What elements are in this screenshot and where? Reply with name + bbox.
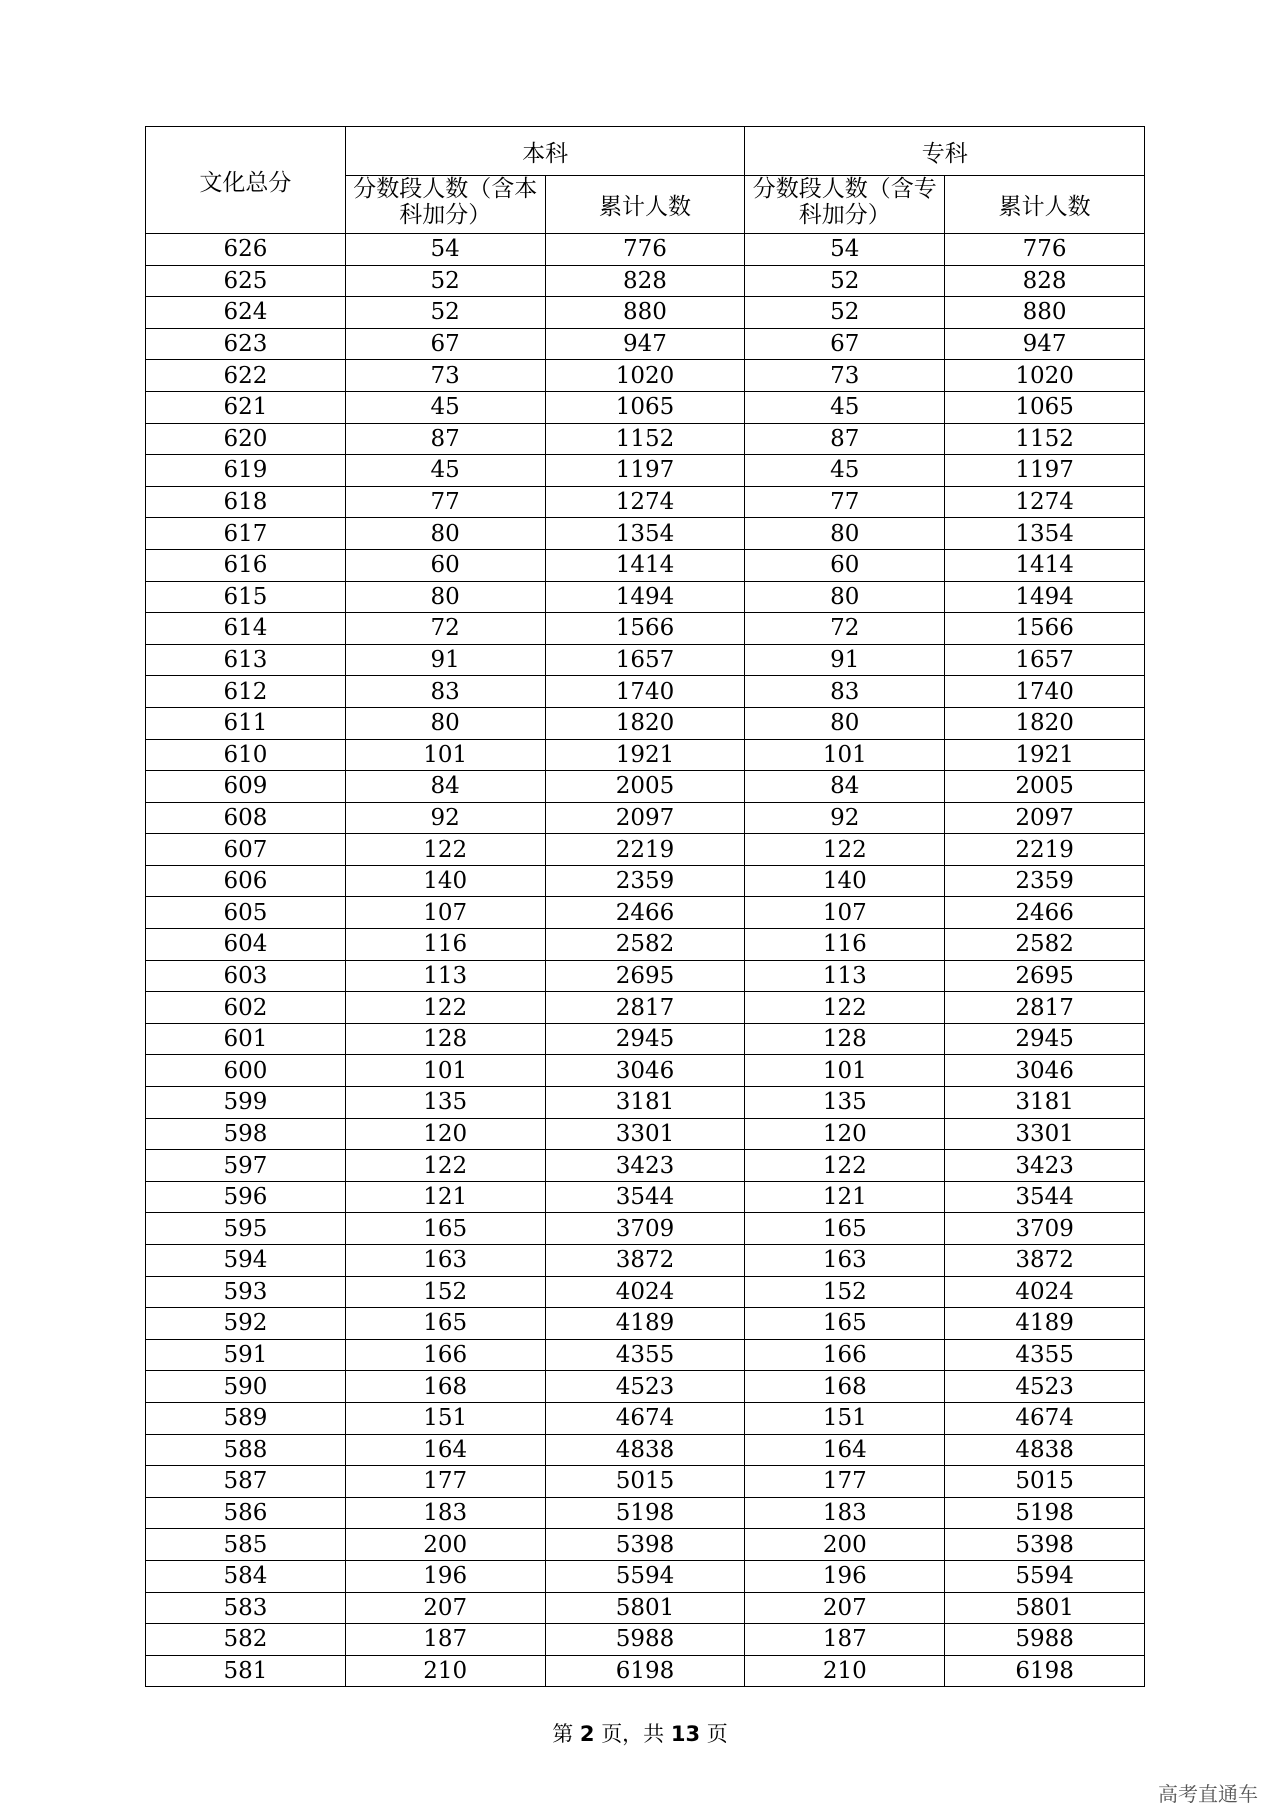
cell-zhuanke-cumulative: 2005 (945, 771, 1145, 803)
cell-benke-cumulative: 828 (545, 265, 745, 297)
cell-zhuanke-cumulative: 1820 (945, 707, 1145, 739)
cell-zhuanke-segment: 77 (745, 486, 945, 518)
table-row (146, 834, 1145, 866)
cell-score: 588 (146, 1434, 346, 1466)
score-table (145, 126, 1145, 1687)
cell-zhuanke-cumulative: 2359 (945, 865, 1145, 897)
cell-score: 620 (146, 423, 346, 455)
benke-cumulative-header: 累计人数 (545, 176, 745, 234)
cell-zhuanke-cumulative: 2695 (945, 960, 1145, 992)
table-row (146, 960, 1145, 992)
cell-zhuanke-cumulative: 3046 (945, 1055, 1145, 1087)
cell-benke-cumulative: 3301 (545, 1118, 745, 1150)
table-row (146, 1213, 1145, 1245)
cell-benke-cumulative: 1494 (545, 581, 745, 613)
cell-benke-segment: 83 (345, 676, 545, 708)
table-row (146, 1655, 1145, 1687)
cell-benke-cumulative: 1197 (545, 455, 745, 487)
table-row (146, 1466, 1145, 1498)
cell-benke-segment: 92 (345, 802, 545, 834)
table-row (146, 897, 1145, 929)
cell-benke-segment: 164 (345, 1434, 545, 1466)
cell-zhuanke-segment: 67 (745, 328, 945, 360)
cell-score: 625 (146, 265, 346, 297)
cell-benke-cumulative: 4674 (545, 1402, 745, 1434)
cell-zhuanke-cumulative: 1152 (945, 423, 1145, 455)
cell-zhuanke-cumulative: 1354 (945, 518, 1145, 550)
cell-score: 603 (146, 960, 346, 992)
cell-benke-segment: 77 (345, 486, 545, 518)
cell-benke-cumulative: 5398 (545, 1529, 745, 1561)
cell-score: 602 (146, 992, 346, 1024)
cell-benke-cumulative: 1152 (545, 423, 745, 455)
header-row-top (146, 127, 1145, 176)
page-footer (0, 1718, 1280, 1748)
cell-zhuanke-cumulative: 3544 (945, 1181, 1145, 1213)
cell-score: 624 (146, 297, 346, 329)
cell-zhuanke-cumulative: 4838 (945, 1434, 1145, 1466)
cell-benke-segment: 183 (345, 1497, 545, 1529)
cell-benke-cumulative: 2359 (545, 865, 745, 897)
cell-zhuanke-cumulative: 2945 (945, 1023, 1145, 1055)
cell-score: 601 (146, 1023, 346, 1055)
cell-score: 587 (146, 1466, 346, 1498)
table-row (146, 297, 1145, 329)
table-row (146, 581, 1145, 613)
cell-zhuanke-segment: 121 (745, 1181, 945, 1213)
cell-benke-segment: 207 (345, 1592, 545, 1624)
cell-score: 607 (146, 834, 346, 866)
cell-score: 612 (146, 676, 346, 708)
cell-benke-segment: 45 (345, 455, 545, 487)
cell-zhuanke-cumulative: 5594 (945, 1560, 1145, 1592)
cell-benke-cumulative: 5594 (545, 1560, 745, 1592)
cell-benke-cumulative: 4355 (545, 1339, 745, 1371)
cell-benke-segment: 165 (345, 1213, 545, 1245)
cell-benke-segment: 120 (345, 1118, 545, 1150)
cell-zhuanke-segment: 80 (745, 518, 945, 550)
cell-benke-cumulative: 2817 (545, 992, 745, 1024)
table-row (146, 802, 1145, 834)
cell-zhuanke-segment: 72 (745, 613, 945, 645)
cell-score: 610 (146, 739, 346, 771)
cell-zhuanke-segment: 122 (745, 1150, 945, 1182)
cell-benke-cumulative: 2582 (545, 929, 745, 961)
table-row (146, 613, 1145, 645)
cell-benke-segment: 107 (345, 897, 545, 929)
table-row (146, 1276, 1145, 1308)
cell-zhuanke-cumulative: 2097 (945, 802, 1145, 834)
cell-benke-cumulative: 4024 (545, 1276, 745, 1308)
cell-zhuanke-cumulative: 4523 (945, 1371, 1145, 1403)
table-row (146, 676, 1145, 708)
cell-zhuanke-cumulative: 4674 (945, 1402, 1145, 1434)
cell-benke-cumulative: 1065 (545, 391, 745, 423)
cell-zhuanke-segment: 168 (745, 1371, 945, 1403)
cell-score: 581 (146, 1655, 346, 1687)
cell-zhuanke-segment: 140 (745, 865, 945, 897)
footer-suffix: 页 (706, 1722, 728, 1746)
cell-benke-segment: 54 (345, 234, 545, 266)
cell-score: 586 (146, 1497, 346, 1529)
cell-benke-cumulative: 947 (545, 328, 745, 360)
score-column-header: 文化总分 (146, 127, 346, 234)
cell-benke-cumulative: 3544 (545, 1181, 745, 1213)
cell-zhuanke-cumulative: 2219 (945, 834, 1145, 866)
cell-score: 597 (146, 1150, 346, 1182)
cell-benke-cumulative: 4189 (545, 1308, 745, 1340)
table-row (146, 1592, 1145, 1624)
cell-zhuanke-cumulative: 5398 (945, 1529, 1145, 1561)
table-row (146, 549, 1145, 581)
footer-middle: 页，共 (601, 1722, 665, 1746)
table-row (146, 1055, 1145, 1087)
cell-benke-segment: 52 (345, 265, 545, 297)
table-row (146, 1023, 1145, 1055)
table-row (146, 1560, 1145, 1592)
cell-benke-segment: 52 (345, 297, 545, 329)
cell-benke-segment: 152 (345, 1276, 545, 1308)
cell-benke-cumulative: 1414 (545, 549, 745, 581)
cell-benke-cumulative: 2097 (545, 802, 745, 834)
cell-zhuanke-cumulative: 880 (945, 297, 1145, 329)
cell-score: 585 (146, 1529, 346, 1561)
table-row (146, 423, 1145, 455)
cell-zhuanke-cumulative: 3181 (945, 1087, 1145, 1119)
cell-benke-segment: 101 (345, 739, 545, 771)
cell-score: 584 (146, 1560, 346, 1592)
cell-zhuanke-cumulative: 3423 (945, 1150, 1145, 1182)
table-row (146, 1497, 1145, 1529)
cell-benke-segment: 80 (345, 581, 545, 613)
table-row (146, 1245, 1145, 1277)
table-row (146, 644, 1145, 676)
table-row (146, 865, 1145, 897)
cell-zhuanke-cumulative: 1657 (945, 644, 1145, 676)
cell-score: 589 (146, 1402, 346, 1434)
cell-zhuanke-segment: 183 (745, 1497, 945, 1529)
cell-benke-segment: 60 (345, 549, 545, 581)
cell-zhuanke-cumulative: 4355 (945, 1339, 1145, 1371)
cell-score: 619 (146, 455, 346, 487)
cell-zhuanke-cumulative: 5015 (945, 1466, 1145, 1498)
cell-benke-cumulative: 1820 (545, 707, 745, 739)
table-row (146, 1118, 1145, 1150)
cell-benke-segment: 200 (345, 1529, 545, 1561)
table-row (146, 518, 1145, 550)
cell-benke-segment: 91 (345, 644, 545, 676)
cell-score: 596 (146, 1181, 346, 1213)
cell-benke-segment: 135 (345, 1087, 545, 1119)
table-row (146, 486, 1145, 518)
cell-score: 595 (146, 1213, 346, 1245)
table-row (146, 1308, 1145, 1340)
cell-benke-segment: 210 (345, 1655, 545, 1687)
footer-total-pages: 13 (670, 1722, 701, 1746)
table-row (146, 1434, 1145, 1466)
cell-score: 604 (146, 929, 346, 961)
cell-zhuanke-segment: 128 (745, 1023, 945, 1055)
cell-benke-cumulative: 6198 (545, 1655, 745, 1687)
cell-score: 614 (146, 613, 346, 645)
cell-benke-cumulative: 3423 (545, 1150, 745, 1182)
table-row (146, 929, 1145, 961)
cell-zhuanke-segment: 196 (745, 1560, 945, 1592)
cell-zhuanke-segment: 80 (745, 707, 945, 739)
cell-benke-segment: 113 (345, 960, 545, 992)
cell-zhuanke-segment: 107 (745, 897, 945, 929)
table-row (146, 360, 1145, 392)
cell-zhuanke-cumulative: 1065 (945, 391, 1145, 423)
cell-benke-cumulative: 1657 (545, 644, 745, 676)
cell-benke-segment: 122 (345, 834, 545, 866)
cell-zhuanke-segment: 73 (745, 360, 945, 392)
cell-benke-cumulative: 880 (545, 297, 745, 329)
cell-benke-segment: 168 (345, 1371, 545, 1403)
cell-zhuanke-segment: 91 (745, 644, 945, 676)
cell-benke-cumulative: 3046 (545, 1055, 745, 1087)
cell-zhuanke-segment: 54 (745, 234, 945, 266)
cell-benke-cumulative: 5198 (545, 1497, 745, 1529)
benke-group-header: 本科 (345, 127, 745, 176)
cell-zhuanke-cumulative: 828 (945, 265, 1145, 297)
cell-zhuanke-cumulative: 4024 (945, 1276, 1145, 1308)
cell-benke-cumulative: 5015 (545, 1466, 745, 1498)
cell-zhuanke-cumulative: 1566 (945, 613, 1145, 645)
cell-zhuanke-segment: 45 (745, 391, 945, 423)
cell-zhuanke-segment: 152 (745, 1276, 945, 1308)
cell-score: 609 (146, 771, 346, 803)
cell-zhuanke-segment: 83 (745, 676, 945, 708)
cell-zhuanke-segment: 200 (745, 1529, 945, 1561)
cell-benke-cumulative: 5801 (545, 1592, 745, 1624)
cell-benke-cumulative: 1274 (545, 486, 745, 518)
cell-zhuanke-cumulative: 1274 (945, 486, 1145, 518)
cell-score: 626 (146, 234, 346, 266)
cell-benke-segment: 151 (345, 1402, 545, 1434)
table-row (146, 234, 1145, 266)
cell-zhuanke-segment: 45 (745, 455, 945, 487)
cell-score: 606 (146, 865, 346, 897)
cell-zhuanke-segment: 80 (745, 581, 945, 613)
cell-benke-segment: 73 (345, 360, 545, 392)
cell-benke-segment: 196 (345, 1560, 545, 1592)
cell-score: 608 (146, 802, 346, 834)
cell-benke-segment: 165 (345, 1308, 545, 1340)
zhuanke-group-header: 专科 (745, 127, 1145, 176)
cell-zhuanke-cumulative: 4189 (945, 1308, 1145, 1340)
cell-zhuanke-cumulative: 1197 (945, 455, 1145, 487)
benke-segment-header: 分数段人数（含本科加分） (345, 176, 545, 234)
cell-zhuanke-cumulative: 5198 (945, 1497, 1145, 1529)
cell-benke-segment: 67 (345, 328, 545, 360)
cell-benke-cumulative: 2945 (545, 1023, 745, 1055)
cell-zhuanke-segment: 60 (745, 549, 945, 581)
cell-zhuanke-cumulative: 2582 (945, 929, 1145, 961)
cell-benke-cumulative: 2695 (545, 960, 745, 992)
cell-benke-cumulative: 2219 (545, 834, 745, 866)
watermark-text: 高考直通车 (1158, 1782, 1258, 1806)
cell-zhuanke-segment: 101 (745, 739, 945, 771)
table-row (146, 1087, 1145, 1119)
cell-benke-segment: 72 (345, 613, 545, 645)
cell-zhuanke-cumulative: 1740 (945, 676, 1145, 708)
cell-zhuanke-segment: 164 (745, 1434, 945, 1466)
cell-zhuanke-cumulative: 947 (945, 328, 1145, 360)
cell-zhuanke-segment: 187 (745, 1624, 945, 1656)
cell-zhuanke-cumulative: 1921 (945, 739, 1145, 771)
cell-zhuanke-segment: 210 (745, 1655, 945, 1687)
table-row (146, 992, 1145, 1024)
cell-zhuanke-cumulative: 2817 (945, 992, 1145, 1024)
cell-zhuanke-cumulative: 5988 (945, 1624, 1145, 1656)
cell-zhuanke-segment: 113 (745, 960, 945, 992)
cell-zhuanke-segment: 92 (745, 802, 945, 834)
cell-score: 617 (146, 518, 346, 550)
cell-benke-cumulative: 1020 (545, 360, 745, 392)
table-row (146, 328, 1145, 360)
table-row (146, 1624, 1145, 1656)
cell-score: 615 (146, 581, 346, 613)
cell-benke-segment: 87 (345, 423, 545, 455)
cell-score: 622 (146, 360, 346, 392)
cell-benke-segment: 166 (345, 1339, 545, 1371)
cell-benke-segment: 121 (345, 1181, 545, 1213)
cell-benke-segment: 163 (345, 1245, 545, 1277)
cell-score: 611 (146, 707, 346, 739)
cell-score: 599 (146, 1087, 346, 1119)
cell-benke-segment: 128 (345, 1023, 545, 1055)
cell-benke-cumulative: 4523 (545, 1371, 745, 1403)
cell-zhuanke-segment: 177 (745, 1466, 945, 1498)
cell-zhuanke-cumulative: 1414 (945, 549, 1145, 581)
cell-benke-segment: 101 (345, 1055, 545, 1087)
cell-zhuanke-segment: 165 (745, 1308, 945, 1340)
cell-benke-cumulative: 1566 (545, 613, 745, 645)
cell-score: 613 (146, 644, 346, 676)
cell-zhuanke-segment: 166 (745, 1339, 945, 1371)
cell-benke-segment: 122 (345, 992, 545, 1024)
cell-benke-segment: 45 (345, 391, 545, 423)
cell-zhuanke-segment: 122 (745, 834, 945, 866)
cell-zhuanke-segment: 120 (745, 1118, 945, 1150)
cell-benke-segment: 116 (345, 929, 545, 961)
table-row (146, 455, 1145, 487)
cell-benke-cumulative: 3872 (545, 1245, 745, 1277)
cell-score: 618 (146, 486, 346, 518)
cell-benke-cumulative: 2466 (545, 897, 745, 929)
table-row (146, 265, 1145, 297)
cell-benke-cumulative: 5988 (545, 1624, 745, 1656)
cell-zhuanke-cumulative: 6198 (945, 1655, 1145, 1687)
cell-score: 592 (146, 1308, 346, 1340)
cell-zhuanke-segment: 87 (745, 423, 945, 455)
cell-benke-cumulative: 1740 (545, 676, 745, 708)
table-row (146, 1371, 1145, 1403)
cell-score: 582 (146, 1624, 346, 1656)
cell-benke-cumulative: 4838 (545, 1434, 745, 1466)
table-row (146, 1181, 1145, 1213)
cell-zhuanke-cumulative: 2466 (945, 897, 1145, 929)
cell-zhuanke-cumulative: 1020 (945, 360, 1145, 392)
table-row (146, 391, 1145, 423)
cell-zhuanke-segment: 116 (745, 929, 945, 961)
cell-zhuanke-cumulative: 776 (945, 234, 1145, 266)
cell-score: 590 (146, 1371, 346, 1403)
cell-score: 623 (146, 328, 346, 360)
cell-zhuanke-cumulative: 3872 (945, 1245, 1145, 1277)
table-row (146, 771, 1145, 803)
cell-score: 593 (146, 1276, 346, 1308)
cell-benke-segment: 80 (345, 518, 545, 550)
cell-benke-segment: 140 (345, 865, 545, 897)
cell-benke-segment: 84 (345, 771, 545, 803)
cell-zhuanke-segment: 207 (745, 1592, 945, 1624)
cell-benke-segment: 177 (345, 1466, 545, 1498)
zhuanke-segment-header: 分数段人数（含专科加分） (745, 176, 945, 234)
cell-benke-segment: 122 (345, 1150, 545, 1182)
cell-score: 598 (146, 1118, 346, 1150)
cell-zhuanke-segment: 165 (745, 1213, 945, 1245)
cell-score: 594 (146, 1245, 346, 1277)
cell-score: 600 (146, 1055, 346, 1087)
cell-zhuanke-segment: 52 (745, 265, 945, 297)
cell-zhuanke-cumulative: 3301 (945, 1118, 1145, 1150)
cell-zhuanke-segment: 101 (745, 1055, 945, 1087)
cell-benke-segment: 80 (345, 707, 545, 739)
cell-score: 591 (146, 1339, 346, 1371)
cell-zhuanke-segment: 84 (745, 771, 945, 803)
cell-score: 616 (146, 549, 346, 581)
cell-score: 605 (146, 897, 346, 929)
table-row (146, 1529, 1145, 1561)
table-body (146, 234, 1145, 1687)
cell-zhuanke-segment: 122 (745, 992, 945, 1024)
cell-benke-cumulative: 776 (545, 234, 745, 266)
zhuanke-cumulative-header: 累计人数 (945, 176, 1145, 234)
cell-zhuanke-cumulative: 5801 (945, 1592, 1145, 1624)
cell-zhuanke-cumulative: 3709 (945, 1213, 1145, 1245)
cell-zhuanke-segment: 151 (745, 1402, 945, 1434)
table-row (146, 707, 1145, 739)
cell-benke-cumulative: 1921 (545, 739, 745, 771)
cell-benke-cumulative: 3181 (545, 1087, 745, 1119)
cell-zhuanke-cumulative: 1494 (945, 581, 1145, 613)
cell-zhuanke-segment: 163 (745, 1245, 945, 1277)
cell-zhuanke-segment: 52 (745, 297, 945, 329)
cell-benke-segment: 187 (345, 1624, 545, 1656)
cell-benke-cumulative: 2005 (545, 771, 745, 803)
cell-benke-cumulative: 3709 (545, 1213, 745, 1245)
cell-benke-cumulative: 1354 (545, 518, 745, 550)
table-row (146, 739, 1145, 771)
cell-zhuanke-segment: 135 (745, 1087, 945, 1119)
footer-page-number: 2 (579, 1722, 595, 1746)
cell-score: 583 (146, 1592, 346, 1624)
table-row (146, 1339, 1145, 1371)
cell-score: 621 (146, 391, 346, 423)
footer-prefix: 第 (552, 1722, 574, 1746)
table-row (146, 1150, 1145, 1182)
table-row (146, 1402, 1145, 1434)
